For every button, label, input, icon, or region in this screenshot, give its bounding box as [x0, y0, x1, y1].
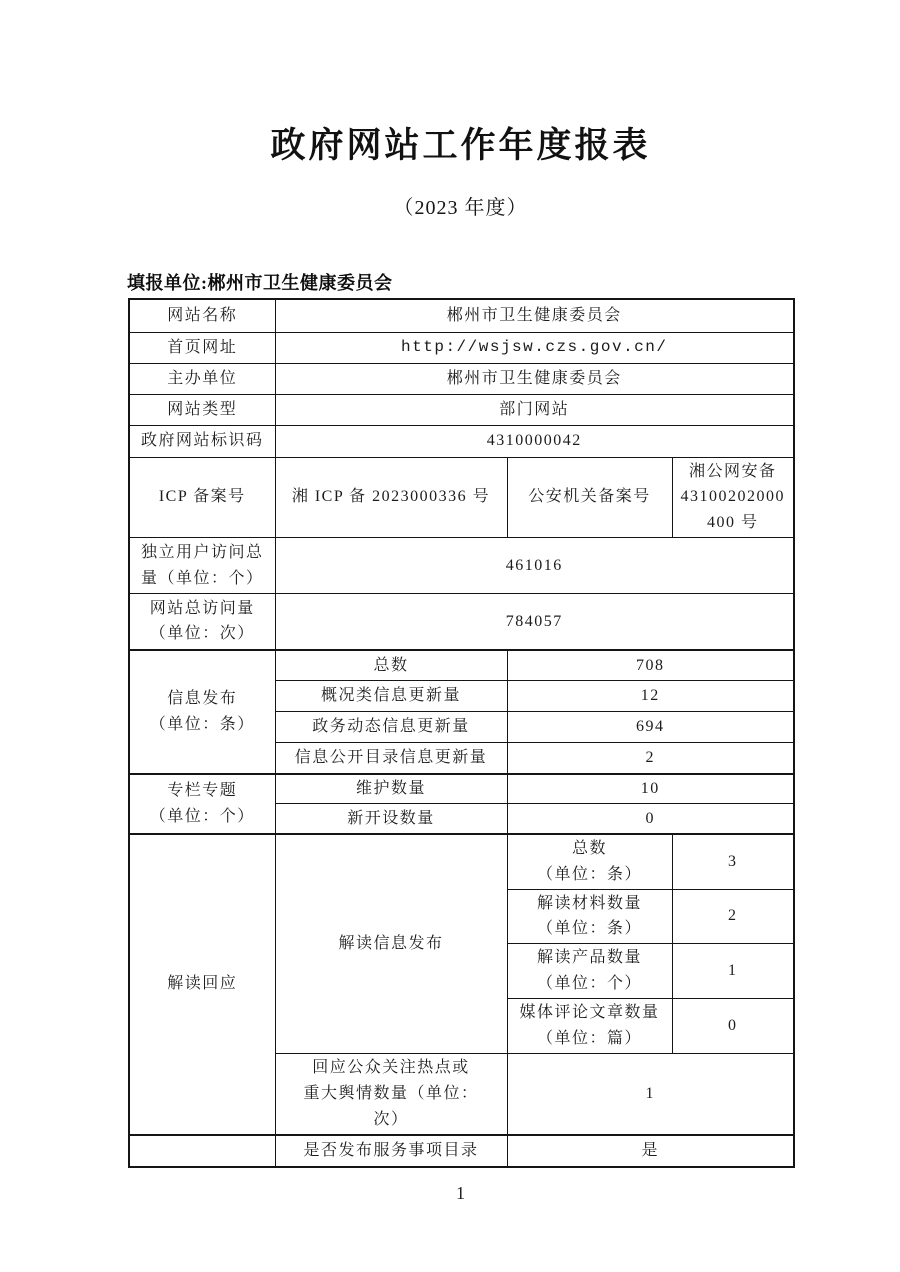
page-subtitle: （2023 年度） [393, 197, 528, 219]
cell-info-gov-news-label: 政务动态信息更新量 [275, 712, 507, 743]
cell-sponsor-value: 郴州市卫生健康委员会 [275, 363, 794, 394]
row-home-url [129, 332, 794, 363]
cell-site-code-value: 4310000042 [275, 425, 794, 457]
row-service-catalog [129, 1135, 794, 1167]
cell-total-visits-label: 网站总访问量 （单位：次） [129, 594, 275, 650]
cell-info-total-label: 总数 [275, 650, 507, 681]
cell-site-name-value: 郴州市卫生健康委员会 [275, 299, 794, 332]
cell-hot-response-value: 1 [507, 1053, 794, 1134]
cell-unique-visitors-label: 独立用户访问总 量（单位：个） [129, 538, 275, 594]
row-icp [129, 457, 794, 538]
cell-site-name-label: 网站名称 [129, 299, 275, 332]
cell-interpretation-group: 解读回应 [129, 834, 275, 1135]
cell-service-catalog-label: 是否发布服务事项目录 [275, 1135, 507, 1167]
cell-unique-visitors-value: 461016 [275, 538, 794, 594]
cell-special-columns-group: 专栏专题 （单位：个） [129, 774, 275, 834]
row-interp-total [129, 834, 794, 889]
cell-info-release-group: 信息发布 （单位：条） [129, 650, 275, 774]
cell-site-type-label: 网站类型 [129, 394, 275, 425]
cell-info-open-dir-value: 2 [507, 743, 794, 774]
cell-total-visits-value: 784057 [275, 594, 794, 650]
cell-maintained-label: 维护数量 [275, 774, 507, 804]
page-title: 政府网站工作年度报表 [270, 126, 651, 165]
cell-police-label: 公安机关备案号 [507, 457, 672, 538]
cell-new-opened-label: 新开设数量 [275, 804, 507, 834]
cell-info-gov-news-value: 694 [507, 712, 794, 743]
cell-interp-total-label: 总数 （单位：条） [507, 834, 672, 889]
page-number: 1 [456, 1183, 465, 1203]
cell-interp-products-label: 解读产品数量 （单位：个） [507, 944, 672, 999]
cell-service-catalog-empty [129, 1135, 275, 1167]
cell-police-value: 湘公网安备 43100202000 400 号 [672, 457, 794, 538]
cell-service-catalog-value: 是 [507, 1135, 794, 1167]
cell-interp-media-label: 媒体评论文章数量 （单位：篇） [507, 999, 672, 1054]
cell-interp-media-value: 0 [672, 999, 794, 1054]
cell-interp-total-value: 3 [672, 834, 794, 889]
cell-icp-value: 湘 ICP 备 2023000336 号 [275, 457, 507, 538]
cell-site-type-value: 部门网站 [275, 394, 794, 425]
cell-sponsor-label: 主办单位 [129, 363, 275, 394]
cell-new-opened-value: 0 [507, 804, 794, 834]
cell-interp-materials-label: 解读材料数量 （单位：条） [507, 889, 672, 944]
row-info-release-total [129, 650, 794, 681]
row-site-type [129, 394, 794, 425]
row-site-name [129, 299, 794, 332]
cell-interp-release-label: 解读信息发布 [275, 834, 507, 1054]
cell-info-total-value: 708 [507, 650, 794, 681]
annual-report-table [128, 298, 795, 1168]
row-special-maintained [129, 774, 794, 804]
row-site-code [129, 425, 794, 457]
cell-info-open-dir-label: 信息公开目录信息更新量 [275, 743, 507, 774]
cell-hot-response-label: 回应公众关注热点或 重大舆情数量（单位： 次） [275, 1053, 507, 1134]
cell-icp-label: ICP 备案号 [129, 457, 275, 538]
row-total-visits [129, 594, 794, 650]
cell-interp-products-value: 1 [672, 944, 794, 999]
row-unique-visitors [129, 538, 794, 594]
cell-home-url-label: 首页网址 [129, 332, 275, 363]
cell-home-url-value: http://wsjsw.czs.gov.cn/ [275, 332, 794, 363]
cell-site-code-label: 政府网站标识码 [129, 425, 275, 457]
cell-info-overview-label: 概况类信息更新量 [275, 681, 507, 712]
cell-info-overview-value: 12 [507, 681, 794, 712]
cell-maintained-value: 10 [507, 774, 794, 804]
cell-interp-materials-value: 2 [672, 889, 794, 944]
filing-unit-label: 填报单位:郴州市卫生健康委员会 [127, 273, 393, 293]
row-sponsor [129, 363, 794, 394]
